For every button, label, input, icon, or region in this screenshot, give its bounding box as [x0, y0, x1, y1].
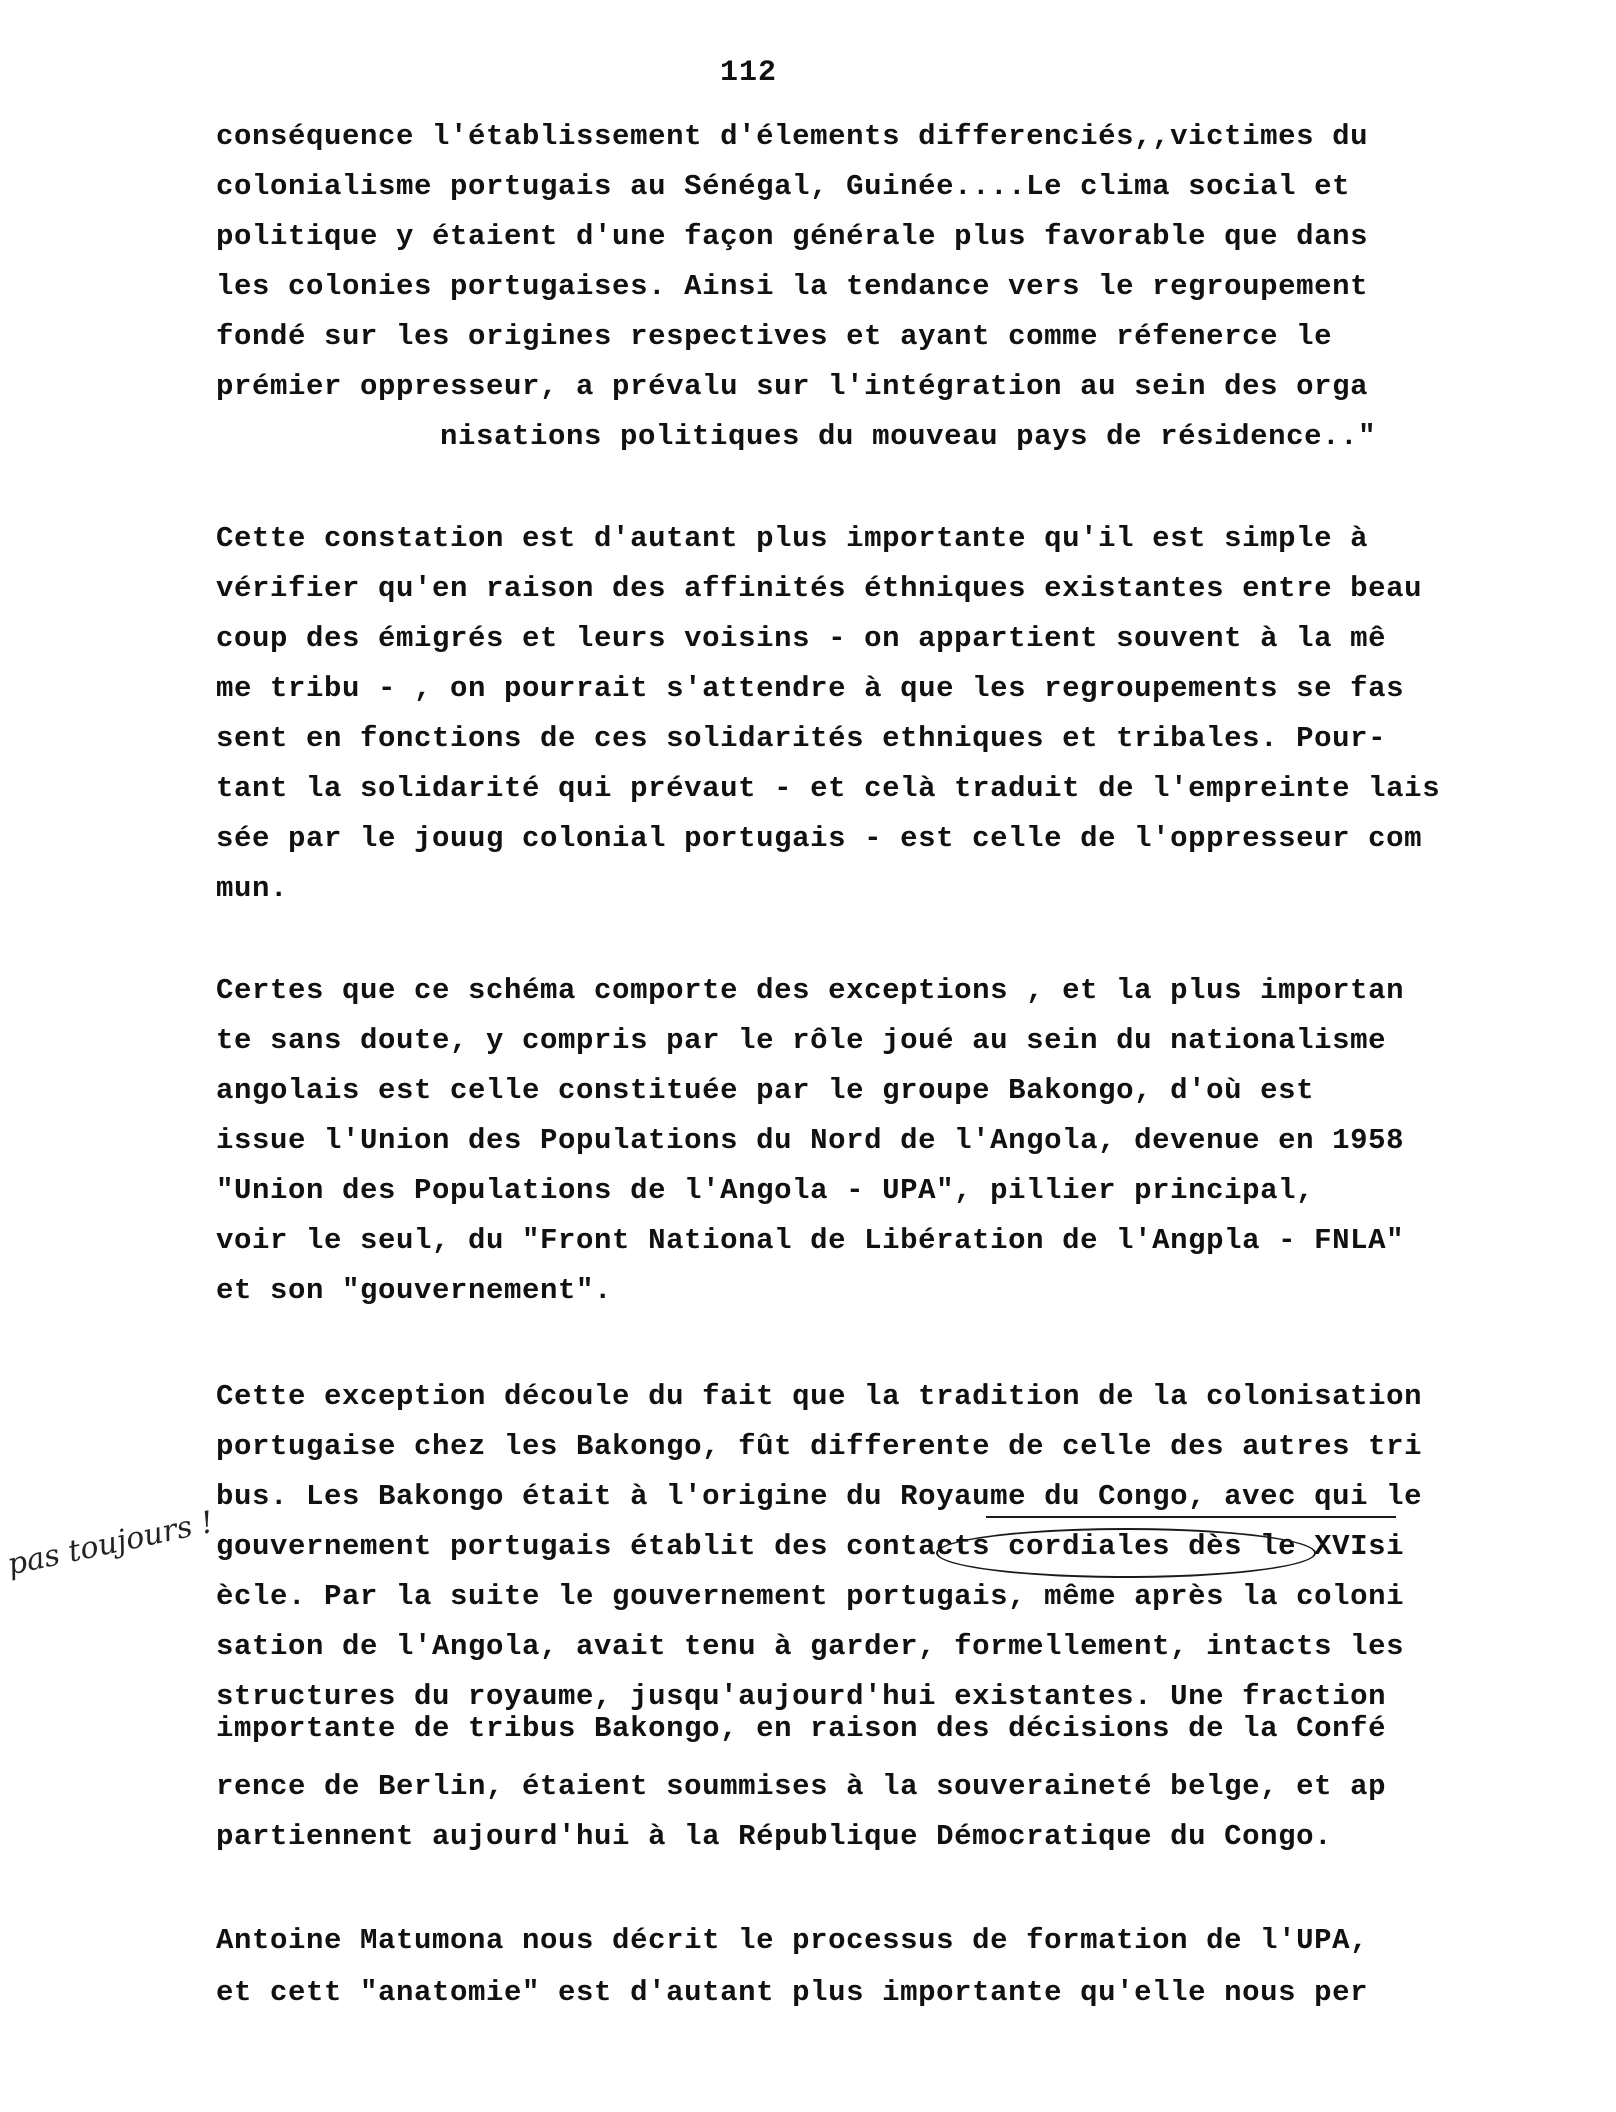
text-line: ècle. Par la suite le gouvernement portugais, même après la coloni — [216, 1580, 1405, 1613]
text-line: et son "gouvernement". — [216, 1274, 613, 1307]
text-line: sée par le jouug colonial portugais - est celle de l'oppresseur com — [216, 822, 1423, 855]
text-line: fondé sur les origines respectives et ayant comme réfenerce le — [216, 320, 1333, 353]
text-line: Cette exception découle du fait que la tradition de la colonisation — [216, 1380, 1423, 1413]
text-line: mun. — [216, 872, 289, 905]
text-line: politique y étaient d'une façon générale plus favorable que dans — [216, 220, 1369, 253]
text-line: gouvernement portugais établit des contacts cordiales dès le XVIsi — [216, 1530, 1405, 1563]
text-line: et cett "anatomie" est d'autant plus importante qu'elle nous per — [216, 1976, 1369, 2009]
text-line: portugaise chez les Bakongo, fût differente de celle des autres tri — [216, 1430, 1423, 1463]
text-line: me tribu - , on pourrait s'attendre à que les regroupements se fas — [216, 672, 1405, 705]
page-number: 112 — [720, 56, 778, 90]
text-line: te sans doute, y compris par le rôle joué au sein du nationalisme — [216, 1024, 1387, 1057]
text-line: sent en fonctions de ces solidarités ethniques et tribales. Pour- — [216, 722, 1387, 755]
text-line: voir le seul, du "Front National de Libération de l'Angpla - FNLA" — [216, 1224, 1405, 1257]
text-line: tant la solidarité qui prévaut - et celà traduit de l'empreinte lais — [216, 772, 1441, 805]
handwritten-circle — [936, 1528, 1316, 1578]
text-line: Cette constation est d'autant plus importante qu'il est simple à — [216, 522, 1369, 555]
text-line: colonialisme portugais au Sénégal, Guinée....Le clima social et — [216, 170, 1351, 203]
text-line: partiennent aujourd'hui à la République Démocratique du Congo. — [216, 1820, 1333, 1853]
text-line: Certes que ce schéma comporte des exceptions , et la plus importan — [216, 974, 1405, 1007]
text-line: prémier oppresseur, a prévalu sur l'intégration au sein des orga — [216, 370, 1369, 403]
handwritten-margin-note: pas toujours ! — [4, 1504, 217, 1583]
text-line: vérifier qu'en raison des affinités éthniques existantes entre beau — [216, 572, 1423, 605]
text-line: bus. Les Bakongo était à l'origine du Royaume du Congo, avec qui le — [216, 1480, 1423, 1513]
text-line: les colonies portugaises. Ainsi la tendance vers le regroupement — [216, 270, 1369, 303]
text-line: issue l'Union des Populations du Nord de l'Angola, devenue en 1958 — [216, 1124, 1405, 1157]
text-line: nisations politiques du mouveau pays de résidence.." — [440, 420, 1377, 453]
handwritten-underline — [986, 1516, 1396, 1518]
text-line: "Union des Populations de l'Angola - UPA", pillier principal, — [216, 1174, 1315, 1207]
text-line: conséquence l'établissement d'élements differenciés,,victimes du — [216, 120, 1369, 153]
text-line: structures du royaume, jusqu'aujourd'hui existantes. Une fraction — [216, 1680, 1387, 1713]
text-line: rence de Berlin, étaient soummises à la souveraineté belge, et ap — [216, 1770, 1387, 1803]
text-line: sation de l'Angola, avait tenu à garder, formellement, intacts les — [216, 1630, 1405, 1663]
text-line: Antoine Matumona nous décrit le processus de formation de l'UPA, — [216, 1924, 1369, 1957]
text-line: coup des émigrés et leurs voisins - on appartient souvent à la mê — [216, 622, 1387, 655]
text-line: angolais est celle constituée par le groupe Bakongo, d'où est — [216, 1074, 1315, 1107]
text-line: importante de tribus Bakongo, en raison des décisions de la Confé — [216, 1712, 1387, 1745]
